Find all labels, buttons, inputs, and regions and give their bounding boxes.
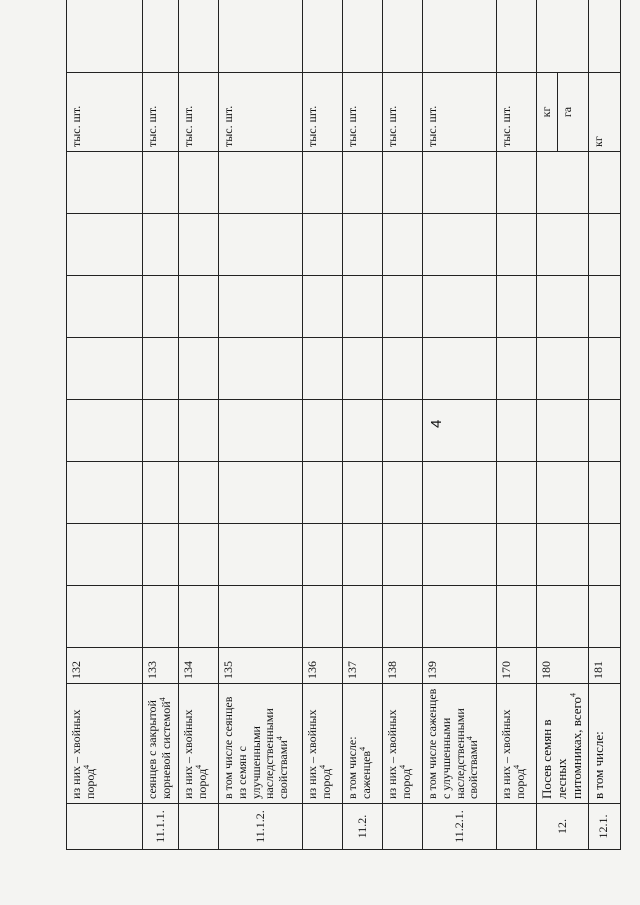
empty-data-cell	[423, 400, 497, 462]
table-row	[303, 0, 343, 850]
row-code-cell: 136	[303, 648, 343, 684]
row-name-text: Посев семян в лесных питомниках, всего	[539, 697, 584, 799]
footnote-mark: 4	[275, 736, 285, 741]
empty-data-cell	[179, 524, 219, 586]
row-number-cell: 11.2.1.	[423, 804, 497, 850]
footnote-mark: 4	[568, 693, 578, 698]
empty-data-cell	[343, 400, 383, 462]
unit-cell: тыс. шт.	[219, 73, 303, 152]
empty-data-cell	[423, 524, 497, 586]
empty-data-cell	[383, 400, 423, 462]
empty-data-cell	[423, 276, 497, 338]
empty-data-cell	[219, 0, 303, 73]
empty-data-cell	[143, 276, 179, 338]
row-code-cell: 135	[219, 648, 303, 684]
empty-data-cell	[588, 214, 620, 276]
table-row	[67, 0, 143, 850]
row-name-cell	[497, 684, 537, 804]
empty-data-cell	[383, 152, 423, 214]
empty-data-cell	[343, 276, 383, 338]
empty-data-cell	[343, 0, 383, 73]
empty-data-cell	[423, 0, 497, 73]
empty-data-cell	[423, 338, 497, 400]
table-row	[179, 0, 219, 850]
empty-data-cell	[303, 586, 343, 648]
empty-data-cell	[537, 276, 589, 338]
empty-data-cell	[179, 0, 219, 73]
unit-cell: кг	[588, 73, 620, 152]
empty-data-cell	[343, 586, 383, 648]
table-body	[67, 0, 621, 850]
empty-data-cell	[343, 462, 383, 524]
empty-data-cell	[219, 214, 303, 276]
empty-data-cell	[343, 214, 383, 276]
empty-data-cell	[497, 524, 537, 586]
empty-data-cell	[219, 152, 303, 214]
table-row	[537, 0, 589, 850]
row-number-cell	[67, 804, 143, 850]
row-number-cell: 12.1.	[588, 804, 620, 850]
row-number-cell	[497, 804, 537, 850]
empty-data-cell	[67, 338, 143, 400]
empty-data-cell	[497, 152, 537, 214]
unit-cell: тыс. шт.	[383, 73, 423, 152]
row-number-cell: 12.	[537, 804, 589, 850]
empty-data-cell	[588, 462, 620, 524]
empty-data-cell	[423, 152, 497, 214]
empty-data-cell	[67, 462, 143, 524]
empty-data-cell	[537, 400, 589, 462]
empty-data-cell	[343, 152, 383, 214]
empty-data-cell	[303, 276, 343, 338]
row-code-cell: 170	[497, 648, 537, 684]
empty-data-cell	[67, 214, 143, 276]
empty-data-cell	[143, 400, 179, 462]
empty-data-cell	[143, 152, 179, 214]
empty-data-cell	[423, 586, 497, 648]
empty-data-cell	[67, 152, 143, 214]
row-number-cell: 11.1.1.	[143, 804, 179, 850]
empty-data-cell	[497, 338, 537, 400]
row-code-cell: 132	[67, 648, 143, 684]
row-code-cell: 181	[588, 648, 620, 684]
empty-data-cell	[219, 524, 303, 586]
row-name-cell	[179, 684, 219, 804]
footnote-mark: 4	[157, 697, 167, 702]
empty-data-cell	[537, 152, 589, 214]
empty-data-cell	[383, 214, 423, 276]
empty-data-cell	[383, 586, 423, 648]
row-code-cell: 138	[383, 648, 423, 684]
row-name-text: в том числе сеянцев из семян с улучшенными наследственными свойствами	[221, 696, 291, 799]
page-number: 4	[428, 419, 445, 428]
footnote-mark: 4	[317, 764, 327, 769]
empty-data-cell	[67, 0, 143, 73]
empty-data-cell	[588, 524, 620, 586]
empty-data-cell	[383, 0, 423, 73]
empty-data-cell	[537, 214, 589, 276]
empty-data-cell	[179, 214, 219, 276]
table-row	[219, 0, 303, 850]
empty-data-cell	[497, 276, 537, 338]
empty-data-cell	[179, 400, 219, 462]
empty-data-cell	[383, 276, 423, 338]
row-name-cell	[588, 684, 620, 804]
empty-data-cell	[497, 400, 537, 462]
empty-data-cell	[343, 338, 383, 400]
empty-data-cell	[588, 400, 620, 462]
row-code-cell: 180	[537, 648, 589, 684]
empty-data-cell	[67, 524, 143, 586]
table-row	[423, 0, 497, 850]
row-name-text: сеянцев с закрытой корневой системой	[145, 700, 173, 799]
empty-data-cell	[588, 338, 620, 400]
empty-data-cell	[179, 338, 219, 400]
empty-data-cell	[67, 400, 143, 462]
seedling-report-table	[66, 0, 621, 850]
table-row	[343, 0, 383, 850]
footnote-mark: 4	[465, 736, 475, 741]
row-name-text: из них – хвойных пород	[499, 709, 527, 799]
empty-data-cell	[143, 214, 179, 276]
empty-data-cell	[303, 524, 343, 586]
empty-data-cell	[219, 276, 303, 338]
empty-data-cell	[219, 338, 303, 400]
empty-data-cell	[343, 524, 383, 586]
empty-data-cell	[179, 276, 219, 338]
footnote-mark: 4	[511, 764, 521, 769]
empty-data-cell	[303, 400, 343, 462]
empty-data-cell	[179, 586, 219, 648]
empty-data-cell	[143, 524, 179, 586]
row-name-text: в том числе: саженцев	[345, 736, 373, 799]
row-name-cell	[219, 684, 303, 804]
empty-data-cell	[143, 338, 179, 400]
empty-data-cell	[497, 462, 537, 524]
footnote-mark: 4	[357, 746, 367, 751]
footnote-mark: 4	[81, 764, 91, 769]
empty-data-cell	[537, 462, 589, 524]
row-number-cell	[179, 804, 219, 850]
empty-data-cell	[497, 586, 537, 648]
table-row	[143, 0, 179, 850]
empty-data-cell	[588, 586, 620, 648]
empty-data-cell	[383, 462, 423, 524]
row-name-cell	[343, 684, 383, 804]
empty-data-cell	[303, 152, 343, 214]
unit-cell: тыс. шт.	[303, 73, 343, 152]
empty-data-cell	[143, 0, 179, 73]
empty-data-cell	[588, 276, 620, 338]
empty-data-cell	[537, 0, 589, 73]
row-name-cell	[537, 684, 589, 804]
empty-data-cell	[537, 338, 589, 400]
row-code-cell: 134	[179, 648, 219, 684]
row-code-cell: 133	[143, 648, 179, 684]
unit-cell	[537, 73, 589, 152]
row-number-cell	[303, 804, 343, 850]
empty-data-cell	[423, 214, 497, 276]
row-name-text: в том числе саженцев с улучшенными наследственными свойствами	[425, 688, 481, 799]
empty-data-cell	[179, 152, 219, 214]
empty-data-cell	[588, 0, 620, 73]
empty-data-cell	[143, 462, 179, 524]
empty-data-cell	[67, 586, 143, 648]
empty-data-cell	[143, 586, 179, 648]
empty-data-cell	[303, 338, 343, 400]
row-name-cell	[423, 684, 497, 804]
row-number-cell: 11.1.2.	[219, 804, 303, 850]
row-name-text: из них – хвойных пород	[69, 709, 97, 799]
empty-data-cell	[303, 0, 343, 73]
row-name-cell	[67, 684, 143, 804]
table-row	[383, 0, 423, 850]
empty-data-cell	[383, 338, 423, 400]
empty-data-cell	[383, 524, 423, 586]
empty-data-cell	[497, 0, 537, 73]
empty-data-cell	[219, 586, 303, 648]
rotated-table-wrapper	[66, 32, 611, 850]
unit-kg: кг	[539, 106, 553, 118]
unit-cell: тыс. шт.	[423, 73, 497, 152]
unit-cell: тыс. шт.	[343, 73, 383, 152]
footnote-mark: 4	[397, 764, 407, 769]
table-row	[588, 0, 620, 850]
empty-data-cell	[219, 400, 303, 462]
row-code-cell: 139	[423, 648, 497, 684]
footnote-mark: 4	[193, 764, 203, 769]
empty-data-cell	[67, 276, 143, 338]
unit-ha: га	[557, 73, 578, 151]
row-number-cell	[383, 804, 423, 850]
row-name-cell	[383, 684, 423, 804]
empty-data-cell	[303, 214, 343, 276]
empty-data-cell	[303, 462, 343, 524]
unit-cell: тыс. шт.	[67, 73, 143, 152]
empty-data-cell	[588, 152, 620, 214]
row-name-text: из них – хвойных пород	[385, 709, 413, 799]
row-number-cell: 11.2.	[343, 804, 383, 850]
row-name-cell	[303, 684, 343, 804]
row-code-cell: 137	[343, 648, 383, 684]
unit-cell: тыс. шт.	[143, 73, 179, 152]
empty-data-cell	[219, 462, 303, 524]
row-name-text: из них – хвойных пород	[181, 709, 209, 799]
row-name-text: в том числе:	[590, 731, 606, 799]
row-name-text: из них – хвойных пород	[305, 709, 333, 799]
empty-data-cell	[179, 462, 219, 524]
table-row	[497, 0, 537, 850]
empty-data-cell	[423, 462, 497, 524]
unit-cell: тыс. шт.	[497, 73, 537, 152]
empty-data-cell	[537, 586, 589, 648]
row-name-cell	[143, 684, 179, 804]
empty-data-cell	[497, 214, 537, 276]
empty-data-cell	[537, 524, 589, 586]
unit-cell: тыс. шт.	[179, 73, 219, 152]
